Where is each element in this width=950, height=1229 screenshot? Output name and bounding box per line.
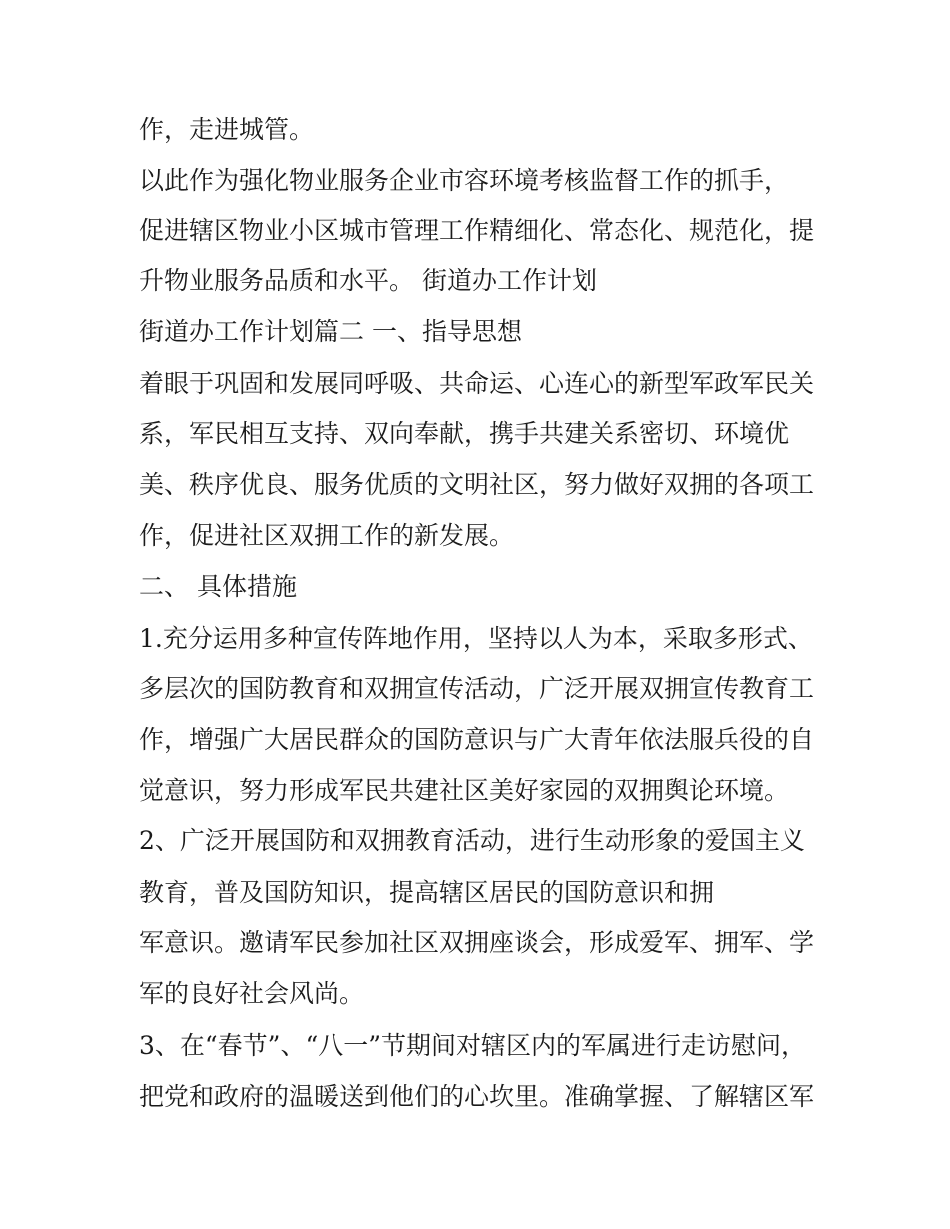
text-line: 3、在“春节”、“八一”节期间对辖区内的军属进行走访慰问，: [139, 1031, 807, 1060]
text-line: 军意识。邀请军民参加社区双拥座谈会，形成爱军、拥军、学: [139, 928, 815, 957]
text-line: 着眼于巩固和发展同呼吸、共命运、心连心的新型军政军民关: [139, 369, 815, 398]
section-heading: 二、 具体措施: [139, 572, 297, 601]
text-line: 1.充分运用多种宣传阵地作用，坚持以人为本，采取多形式、: [139, 624, 813, 653]
text-line: 作，增强广大居民群众的国防意识与广大青年依法服兵役的自: [139, 725, 815, 754]
text-line: 把党和政府的温暖送到他们的心坎里。准确掌握、了解辖区军: [139, 1082, 815, 1111]
text-line: 街道办工作计划篇二 一、指导思想: [139, 317, 522, 346]
text-line: 多层次的国防教育和双拥宣传活动，广泛开展双拥宣传教育工: [139, 674, 815, 703]
text-line: 教育，普及国防知识，提高辖区居民的国防意识和拥: [139, 878, 715, 907]
text-line: 觉意识，努力形成军民共建社区美好家园的双拥舆论环境。: [139, 776, 790, 805]
text-line: 以此作为强化物业服务企业市容环境考核监督工作的抓手，: [139, 166, 790, 195]
text-line: 军的良好社会风尚。: [139, 979, 365, 1008]
text-line: 美、秩序优良、服务优质的文明社区，努力做好双拥的各项工: [139, 470, 815, 499]
text-line: 系，军民相互支持、双向奉献，携手共建关系密切、环境优: [139, 419, 790, 448]
text-line: 2、广泛开展国防和双拥教育活动，进行生动形象的爱国主义: [139, 826, 805, 855]
text-line: 作，促进社区双拥工作的新发展。: [139, 521, 515, 550]
text-line: 升物业服务品质和水平。 街道办工作计划: [139, 266, 597, 295]
text-line: 作，走进城管。: [139, 115, 315, 144]
text-line: 促进辖区物业小区城市管理工作精细化、常态化、规范化，提: [139, 216, 815, 245]
